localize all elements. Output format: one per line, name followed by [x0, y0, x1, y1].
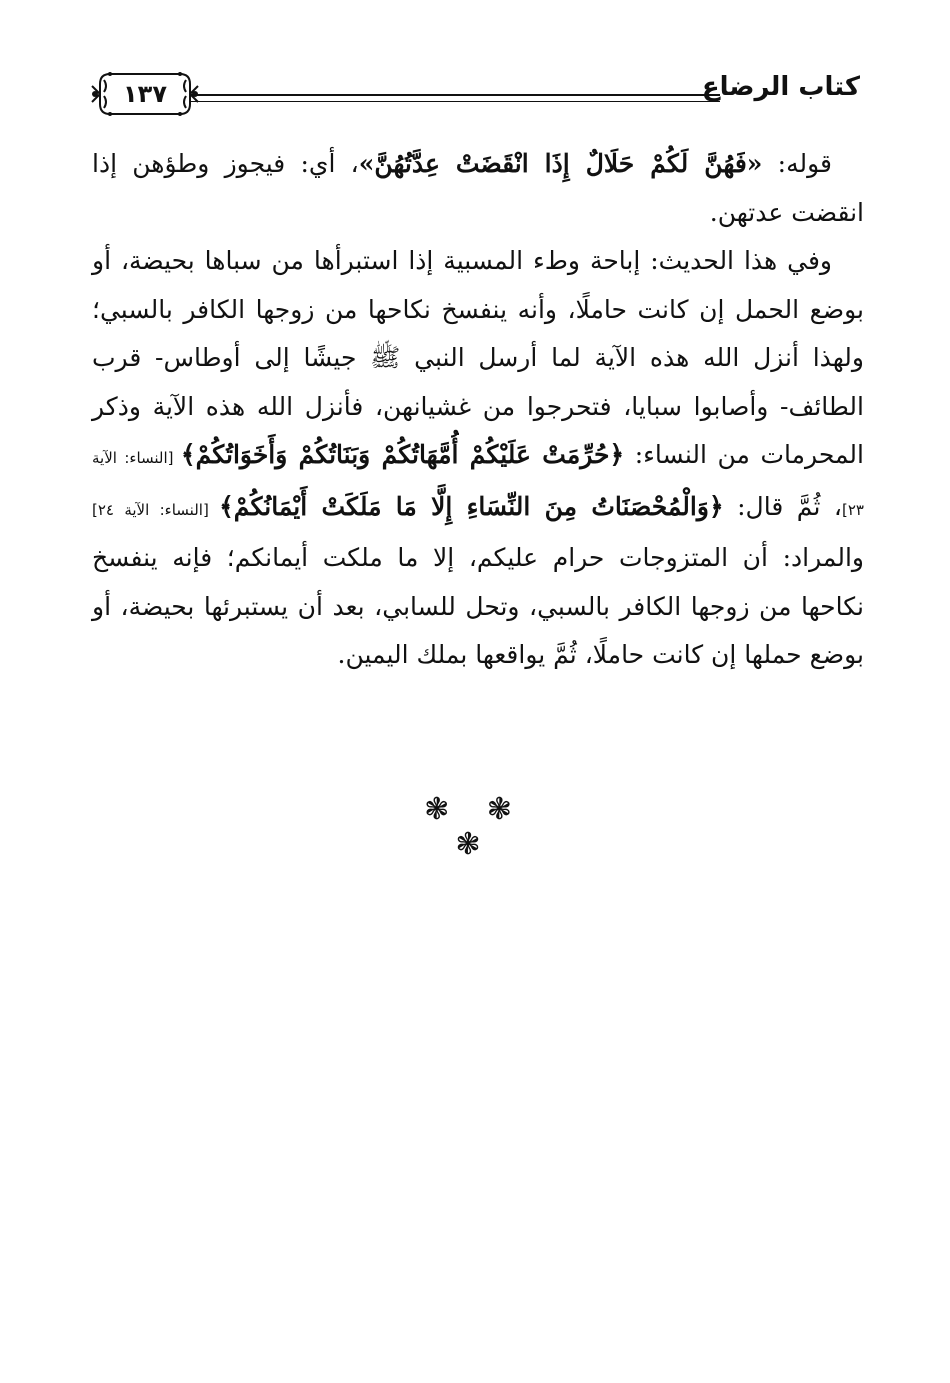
flower-ornament-icon: ❃ ❃ ❃	[424, 792, 526, 862]
verse-citation: [النساء: الآية ٢٣]	[92, 449, 864, 519]
chapter-title: كتاب الرضاع	[701, 72, 860, 102]
ornamental-frame-icon	[90, 66, 200, 122]
header-rule	[190, 94, 720, 102]
paragraph-text: وفي هذا الحديث: إباحة وطء المسبية إذا استبرأها من سباها بحيضة، أو بوضع الحمل إن كانت حاملًا، وأنه ينفسخ نكاحها من زوجها الكافر بالسبي؛ ولهذا أنزل الله هذه الآية لما أرسل النبي ﷺ جيشًا إلى أوطاس- قرب الطائف- وأصابوا سبايا، فتحرجوا من غشيانهن، فأنزل الله هذه الآية وذكر المحرمات من النساء:	[92, 246, 864, 469]
paragraph-text: ، ثُمَّ قال:	[723, 491, 843, 521]
page-number: ١٣٧	[123, 80, 167, 108]
hadith-quote: «فَهُنَّ لَكُمْ حَلَالٌ إِذَا انْقَضَتْ عِدَّتُهُنَّ»	[358, 149, 763, 178]
paragraph	[92, 140, 864, 237]
paragraph-text: والمراد: أن المتزوجات حرام عليكم، إلا ما ملكت أيمانكم؛ فإنه ينفسخ نكاحها من زوجها الكافر بالسبي، وتحل للسابي، بعد أن يستبرئها بحيضة، أو بوضع حملها إن كانت حاملًا، ثُمَّ يواقعها بملك اليمين.	[92, 543, 864, 669]
verse-citation: [النساء: الآية ٢٤]	[92, 500, 220, 519]
quran-verse: ﴿حُرِّمَتْ عَلَيْكُمْ أُمَّهَاتُكُمْ وَبَنَاتُكُمْ وَأَخَوَاتُكُمْ﴾	[180, 440, 625, 469]
running-header	[90, 64, 870, 124]
quran-verse: ﴿وَالْمُحْصَنَاتُ مِنَ النِّسَاءِ إِلَّا مَا مَلَكَتْ أَيْمَانُكُمْ﴾	[219, 491, 724, 521]
paragraph	[92, 237, 864, 680]
paragraph-intro: قوله:	[762, 149, 832, 178]
body-text	[92, 140, 864, 680]
paragraph-text: ، أي: فيجوز وطؤهن إذا انقضت عدتهن.	[92, 149, 864, 227]
